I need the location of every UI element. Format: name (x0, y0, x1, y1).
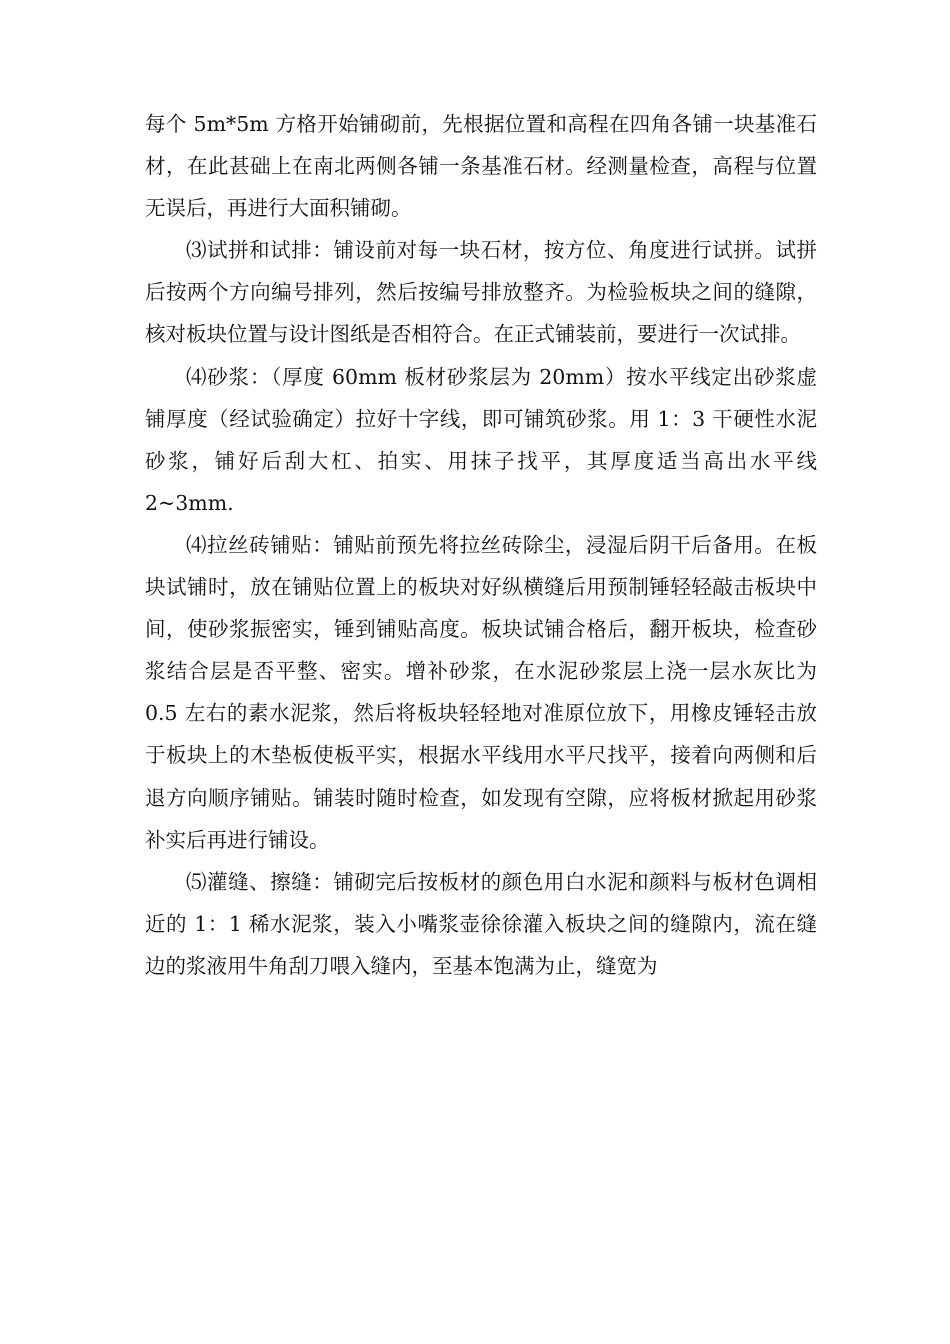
paragraph-brick-laying: ⑷拉丝砖铺贴：铺贴前预先将拉丝砖除尘，浸湿后阴干后备用。在板块试铺时，放在铺贴位置上的板块对好纵横缝后用预制锤轻轻敲击板块中间，使砂浆振密实，锤到铺贴高度。板块试铺合格后，翻开板块，检查砂浆结合层是否平整、密实。增补砂浆，在水泥砂浆层上浇一层水灰比为 0.5 左右的素水泥浆，然后将板块轻轻地对准原位放下，用橡皮锤轻击放于板块上的木垫板使板平实，根据水平线用水平尺找平，接着向两侧和后退方向顺序铺贴。铺装时随时检查，如发现有空隙，应将板材掀起用砂浆补实后再进行铺设。 (145, 532, 817, 852)
paragraph-mortar: ⑷砂浆：（厚度 60mm 板材砂浆层为 20mm）按水平线定出砂浆虚铺厚度（经试验确定）拉好十字线，即可铺筑砂浆。用 1：3 干硬性水泥砂浆，铺好后刮大杠、拍实、用抹子找平，其厚度适当高出水平线 2~3mm. (145, 364, 817, 515)
paragraph-grouting: ⑸灌缝、擦缝：铺砌完后按板材的颜色用白水泥和颜料与板材色调相近的 1：1 稀水泥浆，装入小嘴浆壶徐徐灌入板块之间的缝隙内，流在缝边的浆液用牛角刮刀喂入缝内，至基本饱满为止，缝宽为 (145, 869, 817, 978)
paragraph-trial-fitting: ⑶试拼和试排：铺设前对每一块石材，按方位、角度进行试拼。试拼后按两个方向编号排列，然后按编号排放整齐。为检验板块之间的缝隙，核对板块位置与设计图纸是否相符合。在正式铺装前，要进行一次试排。 (145, 238, 817, 347)
paragraph-paving-intro: 每个 5m*5m 方格开始铺砌前，先根据位置和高程在四角各铺一块基准石材，在此甚础上在南北两侧各铺一条基准石材。经测量检查，高程与位置无误后，再进行大面积铺砌。 (145, 112, 817, 221)
document-body (145, 103, 817, 987)
